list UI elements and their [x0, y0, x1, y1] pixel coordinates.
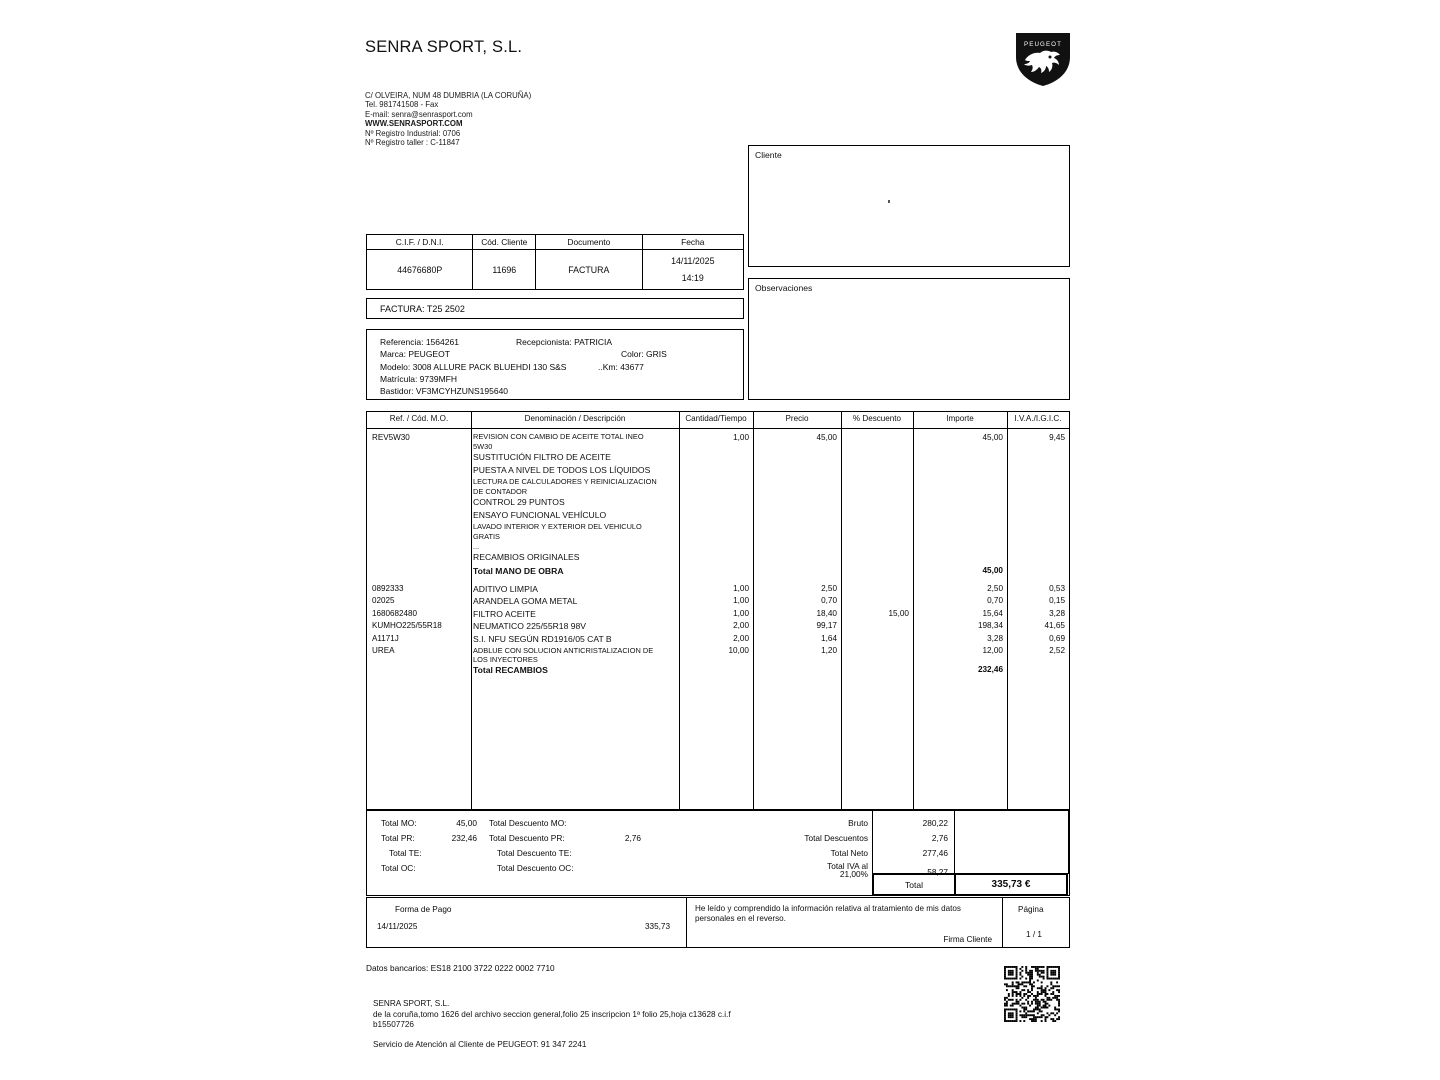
fecha-time: 14:19: [681, 272, 704, 283]
legal-consent-line-2: personales en el reverso.: [695, 914, 786, 924]
totals-right-label: Total Descuentos: [804, 833, 868, 843]
item-precio: 1,20: [821, 646, 837, 655]
items-col-divider-1: [471, 412, 472, 809]
parts-total-value: 232,46: [977, 665, 1003, 674]
payment-method-cell: [367, 898, 687, 947]
totals-right-value: 277,46: [922, 848, 948, 858]
peugeot-service-line: Servicio de Atención al Cliente de PEUGEOT: 91 347 2241: [373, 1039, 587, 1049]
address-line: C/ OLVEIRA, NUM 48 DUMBRIA (LA CORUÑA): [365, 91, 532, 100]
items-header-desc: Denominación / Descripción: [524, 414, 626, 423]
legal-footer: [373, 999, 731, 1050]
item-iva: 0,15: [1049, 596, 1065, 605]
item-desc-line: GRATIS: [473, 532, 500, 541]
items-header-divider: [367, 428, 1069, 429]
docinfo-header-cif: C.I.F. / D.N.I.: [367, 235, 472, 250]
item-cantidad: 2,00: [733, 633, 749, 643]
docinfo-col-cif: [367, 235, 473, 289]
fecha-date: 14/11/2025: [671, 256, 715, 267]
item-importe: 45,00: [982, 433, 1003, 442]
vehicle-row-modelo: [380, 361, 743, 373]
svg-text:PEUGEOT: PEUGEOT: [1024, 41, 1062, 48]
totals-right-label: Total Neto: [830, 848, 868, 858]
item-cantidad: 10,00: [728, 646, 749, 655]
item-desc-line: S.I. NFU SEGÚN RD1916/05 CAT B: [473, 633, 612, 644]
item-importe: 15,64: [982, 608, 1003, 618]
pagina-value: 1 / 1: [1026, 930, 1042, 939]
item-desc-line: CONTROL 29 PUNTOS: [473, 497, 565, 507]
docinfo-value-cod-cliente: 11696: [492, 264, 517, 275]
item-desc-line: ADITIVO LIMPIA: [473, 583, 538, 594]
items-col-divider-3: [753, 412, 754, 809]
totals-block: [366, 810, 1070, 896]
grand-total-box: [872, 873, 1068, 896]
item-ref: A1171J: [372, 633, 399, 643]
item-iva: 3,28: [1049, 608, 1065, 618]
item-iva: 2,52: [1049, 646, 1065, 655]
observaciones-panel-label: Observaciones: [755, 283, 813, 293]
vehicle-bastidor: Bastidor: VF3MCYHZUNS195640: [380, 386, 509, 397]
docinfo-header-documento: Documento: [536, 235, 641, 250]
item-ref: REV5W30: [372, 433, 410, 442]
totals-right-label: Total IVA al: [827, 861, 868, 871]
item-precio: 45,00: [816, 433, 837, 442]
docinfo-value-documento: FACTURA: [568, 264, 610, 275]
item-ref: 02025: [372, 596, 395, 605]
totals-iva-divider: [1068, 811, 1069, 873]
item-precio: 2,50: [821, 583, 837, 593]
item-ref: UREA: [372, 646, 395, 655]
item-importe: 2,50: [987, 583, 1003, 593]
payment-footer: [366, 897, 1070, 948]
item-importe: 198,34: [977, 621, 1003, 630]
items-header-precio: Precio: [785, 414, 809, 423]
items-col-divider-5: [913, 412, 914, 809]
registro-taller-line: Nº Registro taller : C-11847: [365, 138, 460, 148]
pagina-label: Página: [1018, 905, 1044, 914]
vehicle-details-block: [366, 329, 744, 400]
qr-code-icon: [1004, 966, 1060, 1022]
item-cantidad: 2,00: [733, 621, 749, 630]
legal-footer-line-1: de la coruña,tomo 1626 del archivo seccion general,folio 25 inscripcion 1ª folio 25,hoja c13628 c.i.f: [373, 1009, 731, 1019]
item-desc-line: ADBLUE CON SOLUCION ANTICRISTALIZACION DE: [473, 646, 654, 655]
docinfo-col-cod-cliente: [473, 235, 536, 289]
parts-total-label: Total RECAMBIOS: [473, 665, 548, 675]
vehicle-row-bastidor: [380, 385, 743, 397]
vehicle-km: ..Km: 43677: [598, 361, 644, 372]
factura-reference-bar: FACTURA: T25 2502: [366, 298, 744, 319]
vehicle-referencia: Referencia: 1564261: [380, 337, 459, 347]
totals-mid-value: 2,76: [624, 833, 641, 843]
item-importe: 3,28: [987, 633, 1003, 643]
items-header-descuento: % Descuento: [852, 414, 902, 423]
firma-cliente-label: Firma Cliente: [943, 935, 992, 944]
vehicle-recepcionista: Recepcionista: PATRICIA: [516, 337, 613, 347]
totals-right-label-2: 21,00%: [839, 869, 868, 879]
labour-total-label: Total MANO DE OBRA: [473, 565, 564, 576]
totals-left-value: 232,46: [451, 833, 477, 843]
item-desc-line: ENSAYO FUNCIONAL VEHÍCULO: [473, 509, 607, 520]
legal-consent-cell: [687, 898, 1003, 947]
vehicle-matricula: Matrícula: 9739MFH: [380, 373, 457, 384]
item-desc-line: RECAMBIOS ORIGINALES: [473, 552, 580, 562]
registro-industrial-line: Nº Registro Industrial: 0706: [365, 128, 461, 138]
item-desc-line: ARANDELA GOMA METAL: [473, 596, 578, 606]
peugeot-logo-icon: [1012, 30, 1074, 88]
totals-right-value: 2,76: [931, 833, 948, 843]
totals-left-label: Total TE:: [389, 848, 422, 858]
legal-consent-line-1: He leído y comprendido la información relativa al tratamiento de mis datos: [695, 904, 961, 913]
item-cantidad: 1,00: [733, 608, 749, 618]
payment-date: 14/11/2025: [377, 922, 418, 931]
item-ref: 1680682480: [372, 608, 418, 618]
item-iva: 0,69: [1049, 633, 1065, 643]
item-precio: 99,17: [816, 621, 837, 630]
docinfo-header-fecha: Fecha: [643, 235, 743, 250]
item-desc-line: SUSTITUCIÓN FILTRO DE ACEITE: [473, 452, 611, 462]
item-desc-line: LECTURA DE CALCULADORES Y REINICIALIZACION: [473, 477, 657, 486]
totals-right-divider: [872, 811, 873, 873]
totals-value-divider: [954, 811, 955, 873]
items-header-ref: Ref. / Cód. M.O.: [389, 414, 449, 423]
page-number-cell: [1003, 898, 1069, 947]
item-precio: 0,70: [821, 596, 837, 605]
item-descuento: 15,00: [888, 608, 909, 618]
docinfo-header-cod-cliente: Cód. Cliente: [473, 235, 535, 250]
phone-line: Tel. 981741508 - Fax: [365, 100, 439, 110]
grand-total-value: 335,73 €: [991, 879, 1031, 890]
items-col-divider-4: [841, 412, 842, 809]
item-desc-line: 5W30: [473, 442, 493, 451]
email-line: E-mail: senra@senrasport.com: [365, 109, 473, 119]
legal-footer-company: SENRA SPORT, S.L.: [373, 999, 450, 1008]
totals-right-value: 280,22: [922, 818, 948, 828]
cliente-panel: [748, 145, 1070, 267]
items-header-cantidad: Cantidad/Tiempo: [685, 414, 747, 423]
grand-total-label: Total: [874, 875, 956, 894]
item-cantidad: 1,00: [733, 433, 749, 442]
totals-left-label: Total MO:: [381, 818, 417, 828]
item-precio: 18,40: [816, 608, 837, 618]
item-desc-line: LOS INYECTORES: [473, 655, 538, 664]
totals-mid-label: Total Descuento PR:: [489, 833, 565, 843]
bank-details: Datos bancarios: ES18 2100 3722 0222 0002 7710: [366, 963, 555, 973]
totals-right-value: 58,27: [927, 867, 948, 877]
item-desc-line: ...: [473, 542, 480, 551]
item-importe: 0,70: [987, 596, 1003, 605]
observaciones-panel: [748, 278, 1070, 400]
totals-right-label: Bruto: [848, 818, 868, 828]
items-header-iva: I.V.A./I.G.I.C.: [1014, 414, 1062, 423]
company-name: SENRA SPORT, S.L.: [365, 38, 523, 56]
totals-mid-label: Total Descuento TE:: [497, 848, 572, 858]
docinfo-value-fecha: [643, 250, 743, 289]
totals-left-label: Total OC:: [381, 863, 416, 873]
item-cantidad: 1,00: [733, 596, 749, 605]
item-precio: 1,64: [821, 633, 837, 643]
item-cantidad: 1,00: [733, 583, 749, 593]
document-info-table: [366, 234, 744, 290]
item-ref: 0892333: [372, 583, 404, 593]
vehicle-row-matricula: [380, 373, 743, 385]
item-desc-line: REVISION CON CAMBIO DE ACEITE TOTAL INEO: [473, 432, 644, 441]
cliente-panel-label: Cliente: [755, 150, 782, 160]
docinfo-col-documento: [536, 235, 642, 289]
vehicle-marca: Marca: PEUGEOT: [380, 349, 450, 360]
item-ref: KUMHO225/55R18: [372, 621, 442, 630]
forma-pago-label: Forma de Pago: [395, 905, 452, 914]
payment-amount: 335,73: [645, 922, 671, 931]
line-items-table: [366, 411, 1070, 810]
totals-left-value: 45,00: [456, 818, 477, 828]
docinfo-value-cif: 44676680P: [397, 264, 443, 275]
totals-left-label: Total PR:: [381, 833, 415, 843]
vehicle-modelo: Modelo: 3008 ALLURE PACK BLUEHDI 130 S&S: [380, 361, 567, 372]
website-line: WWW.SENRASPORT.COM: [365, 119, 463, 129]
item-desc-line: LAVADO INTERIOR Y EXTERIOR DEL VEHICULO: [473, 522, 642, 531]
item-desc-line: NEUMATICO 225/55R18 98V: [473, 621, 587, 631]
item-desc-line: PUESTA A NIVEL DE TODOS LOS LÍQUIDOS: [473, 464, 651, 475]
totals-mid-label: Total Descuento MO:: [489, 818, 567, 828]
docinfo-col-fecha: [643, 235, 743, 289]
totals-mid-label: Total Descuento OC:: [497, 863, 574, 873]
item-desc-line: FILTRO ACEITE: [473, 608, 536, 619]
item-iva: 9,45: [1049, 433, 1065, 442]
items-header-importe: Importe: [946, 414, 974, 423]
item-desc-line: DE CONTADOR: [473, 487, 528, 496]
labour-total-value: 45,00: [982, 565, 1003, 575]
item-iva: 0,53: [1049, 583, 1065, 593]
legal-footer-line-2: b15507726: [373, 1020, 414, 1030]
item-iva: 41,65: [1044, 621, 1065, 630]
vehicle-row-referencia: [380, 336, 743, 348]
cliente-panel-artifact: [888, 200, 890, 203]
vehicle-color: Color: GRIS: [621, 349, 667, 360]
item-importe: 12,00: [982, 646, 1003, 655]
company-address-block: [365, 91, 531, 147]
vehicle-row-marca: [380, 348, 743, 360]
